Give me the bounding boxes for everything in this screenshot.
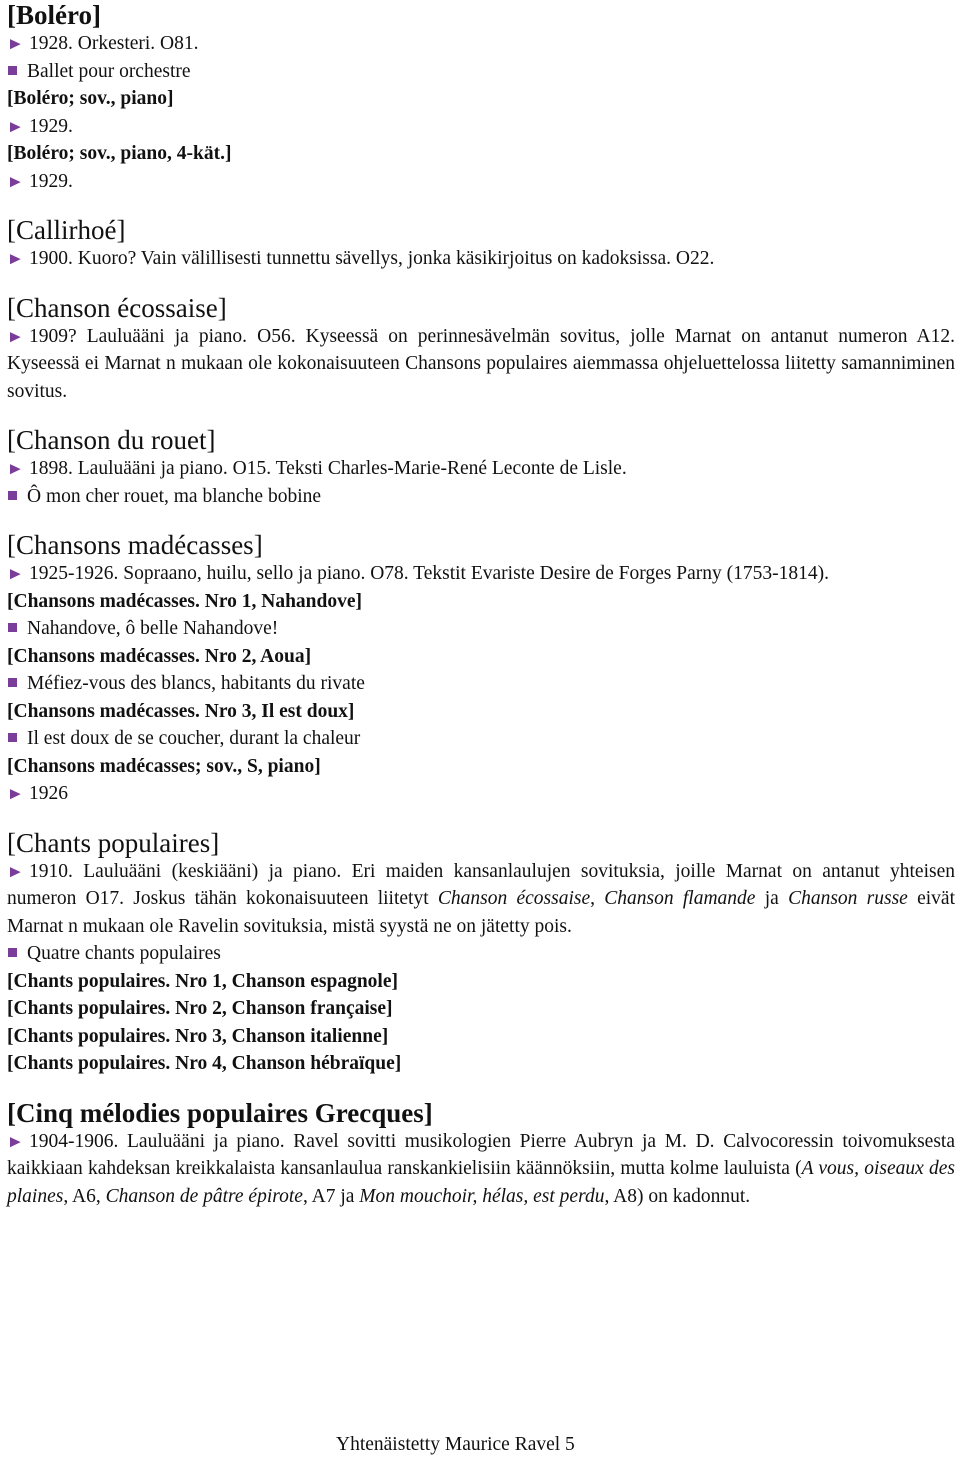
subsection-title: [Chansons madécasses; sov., S, piano] <box>7 755 321 777</box>
subsection-title: [Chansons madécasses. Nro 3, Il est doux] <box>7 700 355 722</box>
entry-text: Ballet pour orchestre <box>27 60 191 82</box>
play-triangle-icon: ► <box>6 249 25 268</box>
section-title: [Chants populaires] <box>7 827 220 858</box>
italic-title: Chanson de pâtre épirote <box>105 1185 303 1207</box>
italic-title: Chanson russe <box>788 888 908 909</box>
play-triangle-icon: ► <box>6 171 25 191</box>
entry-text: ja <box>755 888 789 909</box>
section-chansons-madecasses <box>7 530 955 808</box>
section-title: [Callirhoé] <box>7 215 126 245</box>
entry-text: Il est doux de se coucher, durant la chaleur <box>27 728 361 749</box>
italic-title: A vous, oiseaux des plaines <box>7 1158 955 1207</box>
section-title: [Chansons madécasses] <box>7 530 263 560</box>
entry-text: Ô mon cher rouet, ma blanche bobine <box>27 485 322 507</box>
entry-line <box>7 30 955 58</box>
italic-title: Mon mouchoir, hélas, est perdu <box>359 1185 605 1207</box>
section-title: [Chanson écossaise] <box>7 292 227 323</box>
play-triangle-icon: ► <box>6 34 25 53</box>
entry-line <box>7 725 955 753</box>
entry-text: eivät Marnat n mukaan ole Ravelin sovituksia, mistä syystä ne on jätetty pois. <box>7 888 955 937</box>
square-bullet-icon <box>8 948 17 957</box>
entry-text: 1929. <box>29 170 73 192</box>
entry-line <box>7 670 955 698</box>
italic-title: Chanson flamande <box>604 888 756 909</box>
entry-line <box>7 940 955 968</box>
entry-text: 1926 <box>29 783 68 804</box>
play-triangle-icon: ► <box>6 784 25 803</box>
square-bullet-icon <box>8 623 17 632</box>
entry-line <box>7 168 955 196</box>
section-chanson-ecossaise <box>7 293 955 406</box>
entry-text: , A7 ja <box>302 1185 360 1207</box>
entry-line <box>7 455 955 483</box>
section-bolero <box>7 0 955 195</box>
entry-text: 1904-1906. Lauluääni ja piano. Ravel sovitti musikologien Pierre Aubryn ja M. D. Calvocoressin toivomuksesta kaikkiaan kahdeksan kreikkalaista kansanlaulua ranskankielisiin käännöksiin, mutta kolme lauluista ( <box>7 1130 955 1179</box>
square-bullet-icon <box>8 678 17 687</box>
play-triangle-icon: ► <box>6 459 25 478</box>
section-title: [Boléro] <box>7 0 101 30</box>
subsection-title: [Chants populaires. Nro 1, Chanson espagnole] <box>7 970 398 992</box>
section-callirhoe <box>7 215 955 273</box>
entry-text: 1900. Kuoro? Vain välillisesti tunnettu sävellys, jonka käsikirjoitus on kadoksissa. O22. <box>29 248 715 269</box>
square-bullet-icon <box>8 491 17 500</box>
square-bullet-icon <box>8 66 17 75</box>
subsection-title: [Chants populaires. Nro 3, Chanson italienne] <box>7 1025 389 1047</box>
document-page <box>7 0 955 1210</box>
entry-line <box>7 483 955 511</box>
play-triangle-icon: ► <box>6 116 25 136</box>
entry-line <box>7 780 955 808</box>
entry-text: 1910. Lauluääni (keskiääni) ja piano. Eri maiden kansanlaulujen sovituksia, joille Marnat on antanut yhteisen numeron O17. Joskus tähän kokonaisuuteen liitetyt <box>7 860 955 909</box>
subsection-title: [Chants populaires. Nro 2, Chanson française] <box>7 998 393 1019</box>
entry-line <box>7 58 955 86</box>
entry-text: 1909? Lauluääni ja piano. O56. Kyseessä on perinnesävelmän sovitus, jolle Marnat on antanut numeron A12. Kyseessä ei Marnat n mukaan ole kokonaisuuteen Chansons populaires aiemmassa ohjeluettelossa liitetty samanniminen sovitus. <box>7 325 955 402</box>
play-triangle-icon: ► <box>6 564 25 583</box>
section-chanson-du-rouet <box>7 425 955 510</box>
entry-text: Méfiez-vous des blancs, habitants du rivate <box>27 673 365 694</box>
entry-text: , A6, <box>63 1185 106 1207</box>
section-title: [Cinq mélodies populaires Grecques] <box>7 1097 433 1128</box>
entry-text: , A8) on kadonnut. <box>604 1185 751 1207</box>
subsection-title: [Chants populaires. Nro 4, Chanson hébraïque] <box>7 1053 402 1074</box>
play-triangle-icon: ► <box>6 1131 25 1151</box>
subsection-title: [Boléro; sov., piano] <box>7 88 174 109</box>
subsection-title: [Boléro; sov., piano, 4-kät.] <box>7 143 232 164</box>
subsection-title: [Chansons madécasses. Nro 1, Nahandove] <box>7 590 363 612</box>
subsection-title: [Chansons madécasses. Nro 2, Aoua] <box>7 645 312 667</box>
entry-line <box>7 245 955 273</box>
page-footer: Yhtenäistetty Maurice Ravel 5 <box>336 1434 575 1455</box>
entry-text: 1925-1926. Sopraano, huilu, sello ja piano. O78. Tekstit Evariste Desire de Forges Parny (1753-1814). <box>29 563 829 584</box>
play-triangle-icon: ► <box>6 326 25 346</box>
entry-text: 1929. <box>29 115 73 137</box>
entry-text: Nahandove, ô belle Nahandove! <box>27 618 279 639</box>
entry-text: , <box>590 888 605 909</box>
entry-text: 1928. Orkesteri. O81. <box>29 33 199 54</box>
italic-title: Chanson écossaise <box>437 888 591 909</box>
section-title: [Chanson du rouet] <box>7 425 216 455</box>
section-chants-populaires <box>7 828 955 1078</box>
entry-text: 1898. Lauluääni ja piano. O15. Teksti Charles-Marie-René Leconte de Lisle. <box>29 458 627 479</box>
play-triangle-icon: ► <box>6 861 25 881</box>
entry-line <box>7 615 955 643</box>
entry-text: Quatre chants populaires <box>27 943 221 964</box>
entry-paragraph <box>7 323 955 406</box>
entry-paragraph <box>7 1128 955 1211</box>
square-bullet-icon <box>8 733 17 742</box>
section-cinq-melodies <box>7 1098 955 1211</box>
entry-paragraph <box>7 560 955 588</box>
entry-line <box>7 113 955 141</box>
entry-paragraph <box>7 858 955 941</box>
